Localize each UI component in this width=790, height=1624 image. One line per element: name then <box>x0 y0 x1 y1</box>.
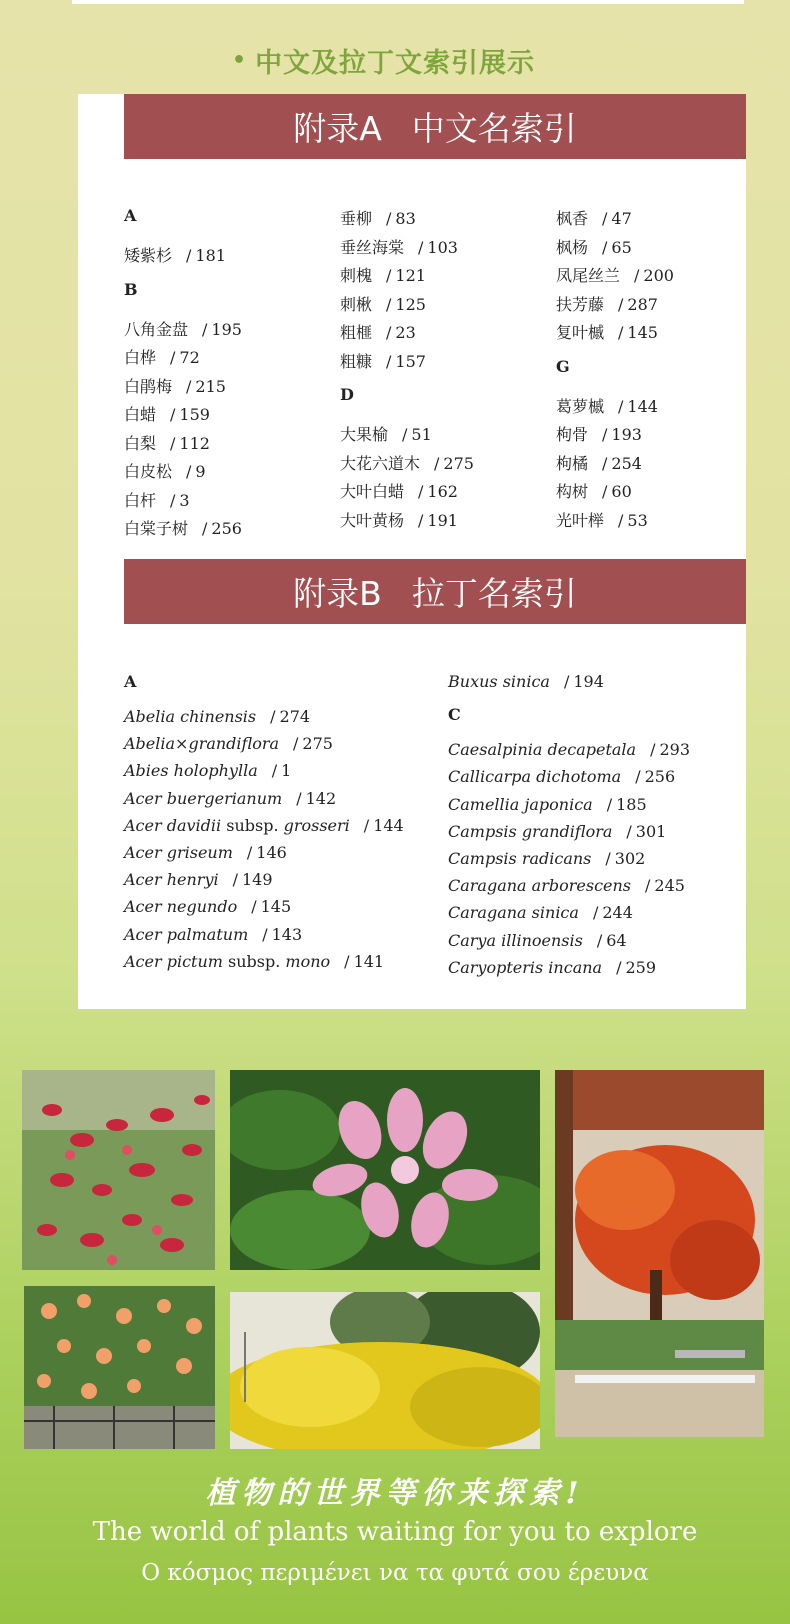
index-entry <box>124 952 384 971</box>
entry-name: Carya illinoensis <box>448 930 583 950</box>
index-entry <box>448 767 675 786</box>
entry-name: Abelia×grandiflora <box>124 734 280 754</box>
entry-rank: subsp. <box>221 815 284 835</box>
entry-separator: / <box>618 396 624 416</box>
entry-separator: / <box>232 870 238 890</box>
entry-separator: / <box>170 348 176 367</box>
entry-name: Acer davidii <box>124 815 222 835</box>
entry-page-number: 53 <box>627 510 648 530</box>
footer-greek-slogan: Ο κόσμος περιμένει να τα φυτά σου έρευνα <box>141 1560 649 1586</box>
entry-name: 光叶榉 <box>556 510 605 530</box>
entry-name: Acer pictum <box>124 951 223 971</box>
entry-page-number: 112 <box>179 433 210 453</box>
entry-separator: / <box>296 788 302 808</box>
entry-page-number: 275 <box>443 453 474 473</box>
photo-pink-weigela <box>230 1070 540 1270</box>
entry-page-number: 47 <box>611 209 632 228</box>
index-entry <box>556 206 632 229</box>
appendix-b-title: 拉丁名索引 <box>411 574 577 613</box>
entry-page-number: 200 <box>643 266 674 285</box>
entry-name: 凤尾丝兰 <box>556 266 621 285</box>
index-page-card <box>78 94 746 1009</box>
index-entry <box>124 816 404 835</box>
index-entry <box>340 235 458 258</box>
entry-page-number: 143 <box>271 924 303 944</box>
footer-english-slogan: The world of plants waiting for you to explore <box>92 1517 698 1547</box>
entry-separator: / <box>251 897 257 917</box>
entry-page-number: 193 <box>611 425 642 444</box>
entry-separator: / <box>616 957 622 977</box>
entry-separator: / <box>596 930 603 950</box>
entry-page-number: 215 <box>195 376 226 396</box>
index-letter-heading: C <box>448 705 461 725</box>
entry-page-number: 191 <box>427 510 458 530</box>
entry-page-number: 157 <box>395 351 426 371</box>
entry-separator: / <box>270 707 276 726</box>
entry-separator: / <box>602 482 608 501</box>
entry-page-number: 142 <box>305 788 337 808</box>
entry-page-number: 145 <box>260 897 292 917</box>
entry-name: 复叶槭 <box>556 323 605 342</box>
entry-page-number: 125 <box>395 294 426 314</box>
entry-separator: / <box>271 761 278 781</box>
entry-name: 白梨 <box>124 433 157 453</box>
entry-page-number: 274 <box>279 707 311 726</box>
appendix-a-banner <box>124 94 746 159</box>
entry-separator: / <box>618 294 624 314</box>
entry-name: 枸橘 <box>556 453 589 473</box>
photo-red-maple-tree <box>555 1070 764 1437</box>
index-entry <box>448 740 690 759</box>
entry-separator: / <box>386 323 392 342</box>
entry-page-number: 301 <box>635 821 667 841</box>
index-entry <box>340 422 432 445</box>
index-letter-heading: B <box>124 279 138 299</box>
entry-name: Campsis grandiflora <box>448 821 613 841</box>
entry-name: 垂丝海棠 <box>340 237 405 257</box>
entry-name: Acer palmatum <box>124 924 249 944</box>
entry-separator: / <box>592 903 599 923</box>
entry-name: 枫杨 <box>556 237 589 257</box>
index-entry <box>124 897 291 916</box>
entry-name: Acer buergerianum <box>124 788 283 808</box>
photo-forsythia <box>230 1292 540 1449</box>
entry-page-number: 245 <box>654 876 685 896</box>
entry-page-number: 195 <box>211 319 242 339</box>
entry-separator: / <box>626 821 632 841</box>
entry-separator: / <box>606 794 613 814</box>
index-entry <box>448 672 604 691</box>
entry-page-number: 51 <box>411 425 432 444</box>
index-entry <box>124 707 310 726</box>
entry-name: Caesalpinia decapetala <box>448 740 637 760</box>
entry-page-number: 256 <box>211 519 242 538</box>
entry-separator: / <box>363 815 370 835</box>
index-entry <box>340 451 474 474</box>
index-entry <box>340 320 416 343</box>
photo-orange-roses <box>24 1286 215 1449</box>
entry-name: Callicarpa dichotoma <box>448 767 622 787</box>
entry-separator: / <box>386 266 392 285</box>
entry-separator: / <box>344 951 350 971</box>
entry-name: Camellia japonica <box>448 794 593 814</box>
entry-name: Abies holophylla <box>124 761 258 781</box>
index-entry <box>556 508 648 531</box>
entry-page-number: 145 <box>627 323 658 342</box>
entry-name: 枸骨 <box>556 425 589 444</box>
index-entry <box>556 292 658 315</box>
entry-name: 枫香 <box>556 209 589 228</box>
entry-name: 大叶黄杨 <box>340 510 405 530</box>
entry-separator: / <box>618 510 624 530</box>
index-entry <box>448 849 645 868</box>
entry-subspecies: grosseri <box>283 815 350 835</box>
index-entry <box>124 870 273 889</box>
index-entry <box>556 263 674 286</box>
entry-name: 白鹃梅 <box>124 376 173 396</box>
entry-page-number: 162 <box>427 482 458 501</box>
index-entry <box>124 843 287 862</box>
entry-separator: / <box>186 462 192 481</box>
index-entry <box>340 508 458 531</box>
entry-separator: / <box>418 482 424 501</box>
index-entry <box>124 734 333 753</box>
index-entry <box>448 822 666 841</box>
entry-separator: / <box>650 740 656 760</box>
entry-page-number: 121 <box>395 266 426 285</box>
entry-page-number: 83 <box>395 209 416 228</box>
entry-name: Caragana arborescens <box>448 876 632 896</box>
entry-name: 白棠子树 <box>124 519 189 538</box>
entry-separator: / <box>246 843 253 862</box>
index-entry <box>556 451 642 474</box>
entry-separator: / <box>602 237 608 257</box>
index-letter-heading: A <box>124 672 137 691</box>
photo-red-weigela <box>22 1070 215 1270</box>
entry-name: Campsis radicans <box>448 849 592 868</box>
entry-separator: / <box>618 323 624 342</box>
index-entry <box>340 479 458 502</box>
entry-page-number: 144 <box>627 396 658 416</box>
entry-separator: / <box>605 849 611 868</box>
top-divider <box>72 0 744 4</box>
index-letter-heading: A <box>124 206 137 225</box>
footer-chinese-slogan: 植物的世界等你来探索! <box>205 1476 585 1511</box>
index-entry <box>448 876 685 895</box>
entry-name: Abelia chinensis <box>124 707 257 726</box>
entry-page-number: 64 <box>606 930 627 950</box>
index-entry <box>124 516 242 539</box>
entry-name: 垂柳 <box>340 209 373 228</box>
bullet-icon: • <box>232 47 248 73</box>
entry-separator: / <box>186 376 192 396</box>
index-entry <box>556 479 632 502</box>
entry-page-number: 287 <box>627 294 658 314</box>
entry-separator: / <box>602 453 608 473</box>
index-entry <box>556 422 642 445</box>
entry-page-number: 141 <box>353 951 385 971</box>
index-entry <box>124 243 226 266</box>
entry-page-number: 23 <box>395 323 416 342</box>
entry-name: 构树 <box>556 482 589 501</box>
entry-name: 刺楸 <box>340 294 373 314</box>
entry-page-number: 293 <box>659 740 691 760</box>
section-heading-text: 中文及拉丁文索引展示 <box>255 47 536 79</box>
appendix-a-title: 中文名索引 <box>411 109 577 148</box>
entry-separator: / <box>402 425 408 444</box>
entry-separator: / <box>186 246 192 265</box>
entry-page-number: 244 <box>602 903 633 923</box>
entry-name: 八角金盘 <box>124 319 189 339</box>
entry-page-number: 259 <box>625 957 657 977</box>
index-entry <box>124 402 210 425</box>
entry-name: Acer henryi <box>124 870 219 890</box>
entry-separator: / <box>602 425 608 444</box>
index-entry <box>340 292 426 315</box>
entry-separator: / <box>602 209 608 228</box>
entry-name: 白蜡 <box>124 405 157 424</box>
entry-separator: / <box>563 672 570 691</box>
index-entry <box>124 459 206 482</box>
entry-rank: subsp. <box>222 951 286 971</box>
entry-separator: / <box>386 351 392 371</box>
entry-subspecies: mono <box>285 951 331 971</box>
entry-separator: / <box>418 237 424 257</box>
entry-page-number: 72 <box>179 348 200 367</box>
entry-separator: / <box>635 767 641 787</box>
index-entry <box>448 931 627 950</box>
entry-page-number: 3 <box>179 490 190 510</box>
index-letter-heading: D <box>340 385 354 404</box>
entry-page-number: 103 <box>427 237 458 257</box>
index-entry <box>556 320 658 343</box>
entry-page-number: 149 <box>242 870 273 890</box>
index-entry <box>448 958 656 977</box>
index-entry <box>556 394 658 417</box>
entry-separator: / <box>645 876 651 896</box>
entry-name: Buxus sinica <box>448 672 550 691</box>
index-entry <box>124 761 291 780</box>
entry-page-number: 9 <box>195 462 206 481</box>
index-entry <box>124 925 302 944</box>
entry-page-number: 256 <box>644 767 676 787</box>
entry-page-number: 60 <box>611 482 632 501</box>
entry-separator: / <box>386 209 392 228</box>
index-entry <box>124 374 226 397</box>
entry-page-number: 194 <box>573 672 604 691</box>
entry-separator: / <box>418 510 424 530</box>
entry-page-number: 185 <box>616 794 647 814</box>
index-entry <box>448 903 633 922</box>
entry-name: Caragana sinica <box>448 903 579 923</box>
entry-page-number: 1 <box>281 761 292 781</box>
entry-page-number: 181 <box>195 246 226 265</box>
index-letter-heading: G <box>556 356 570 376</box>
entry-page-number: 144 <box>373 815 404 835</box>
entry-separator: / <box>170 490 176 510</box>
index-entry <box>124 345 200 368</box>
entry-name: 大果榆 <box>340 425 389 444</box>
entry-name: 白杆 <box>124 490 157 510</box>
entry-separator: / <box>386 294 392 314</box>
entry-separator: / <box>434 453 440 473</box>
entry-page-number: 254 <box>611 453 642 473</box>
entry-name: 粗糠 <box>340 351 373 371</box>
entry-name: 白皮松 <box>124 462 173 481</box>
entry-separator: / <box>170 433 176 453</box>
section-heading <box>232 42 572 78</box>
appendix-b-banner <box>124 559 746 624</box>
index-entry <box>340 206 416 229</box>
index-entry <box>124 317 242 340</box>
entry-name: Acer negundo <box>124 897 238 917</box>
index-entry <box>340 263 426 286</box>
entry-name: 粗榧 <box>340 323 373 342</box>
entry-page-number: 302 <box>614 849 646 868</box>
entry-name: 白桦 <box>124 348 157 367</box>
entry-name: Caryopteris incana <box>448 957 603 977</box>
entry-separator: / <box>170 405 176 424</box>
index-entry <box>340 349 426 372</box>
entry-separator: / <box>634 266 640 285</box>
entry-name: 扶芳藤 <box>556 294 605 314</box>
entry-separator: / <box>262 924 268 944</box>
entry-name: 刺槐 <box>340 266 373 285</box>
index-entry <box>124 431 210 454</box>
appendix-a-label: 附录A <box>293 109 382 148</box>
appendix-b-label: 附录B <box>293 574 382 613</box>
entry-separator: / <box>202 319 208 339</box>
entry-page-number: 146 <box>256 843 287 862</box>
index-entry <box>124 789 336 808</box>
entry-name: 大叶白蜡 <box>340 482 405 501</box>
entry-page-number: 275 <box>302 734 333 754</box>
entry-separator: / <box>202 519 208 538</box>
index-entry <box>556 235 632 258</box>
entry-page-number: 159 <box>179 405 210 424</box>
entry-name: 矮紫杉 <box>124 246 173 265</box>
index-entry <box>124 488 190 511</box>
entry-page-number: 65 <box>611 237 632 257</box>
index-entry <box>448 795 647 814</box>
entry-name: 大花六道木 <box>340 453 421 473</box>
entry-separator: / <box>293 734 299 754</box>
entry-name: 葛萝槭 <box>556 396 605 416</box>
entry-name: Acer griseum <box>124 843 233 862</box>
